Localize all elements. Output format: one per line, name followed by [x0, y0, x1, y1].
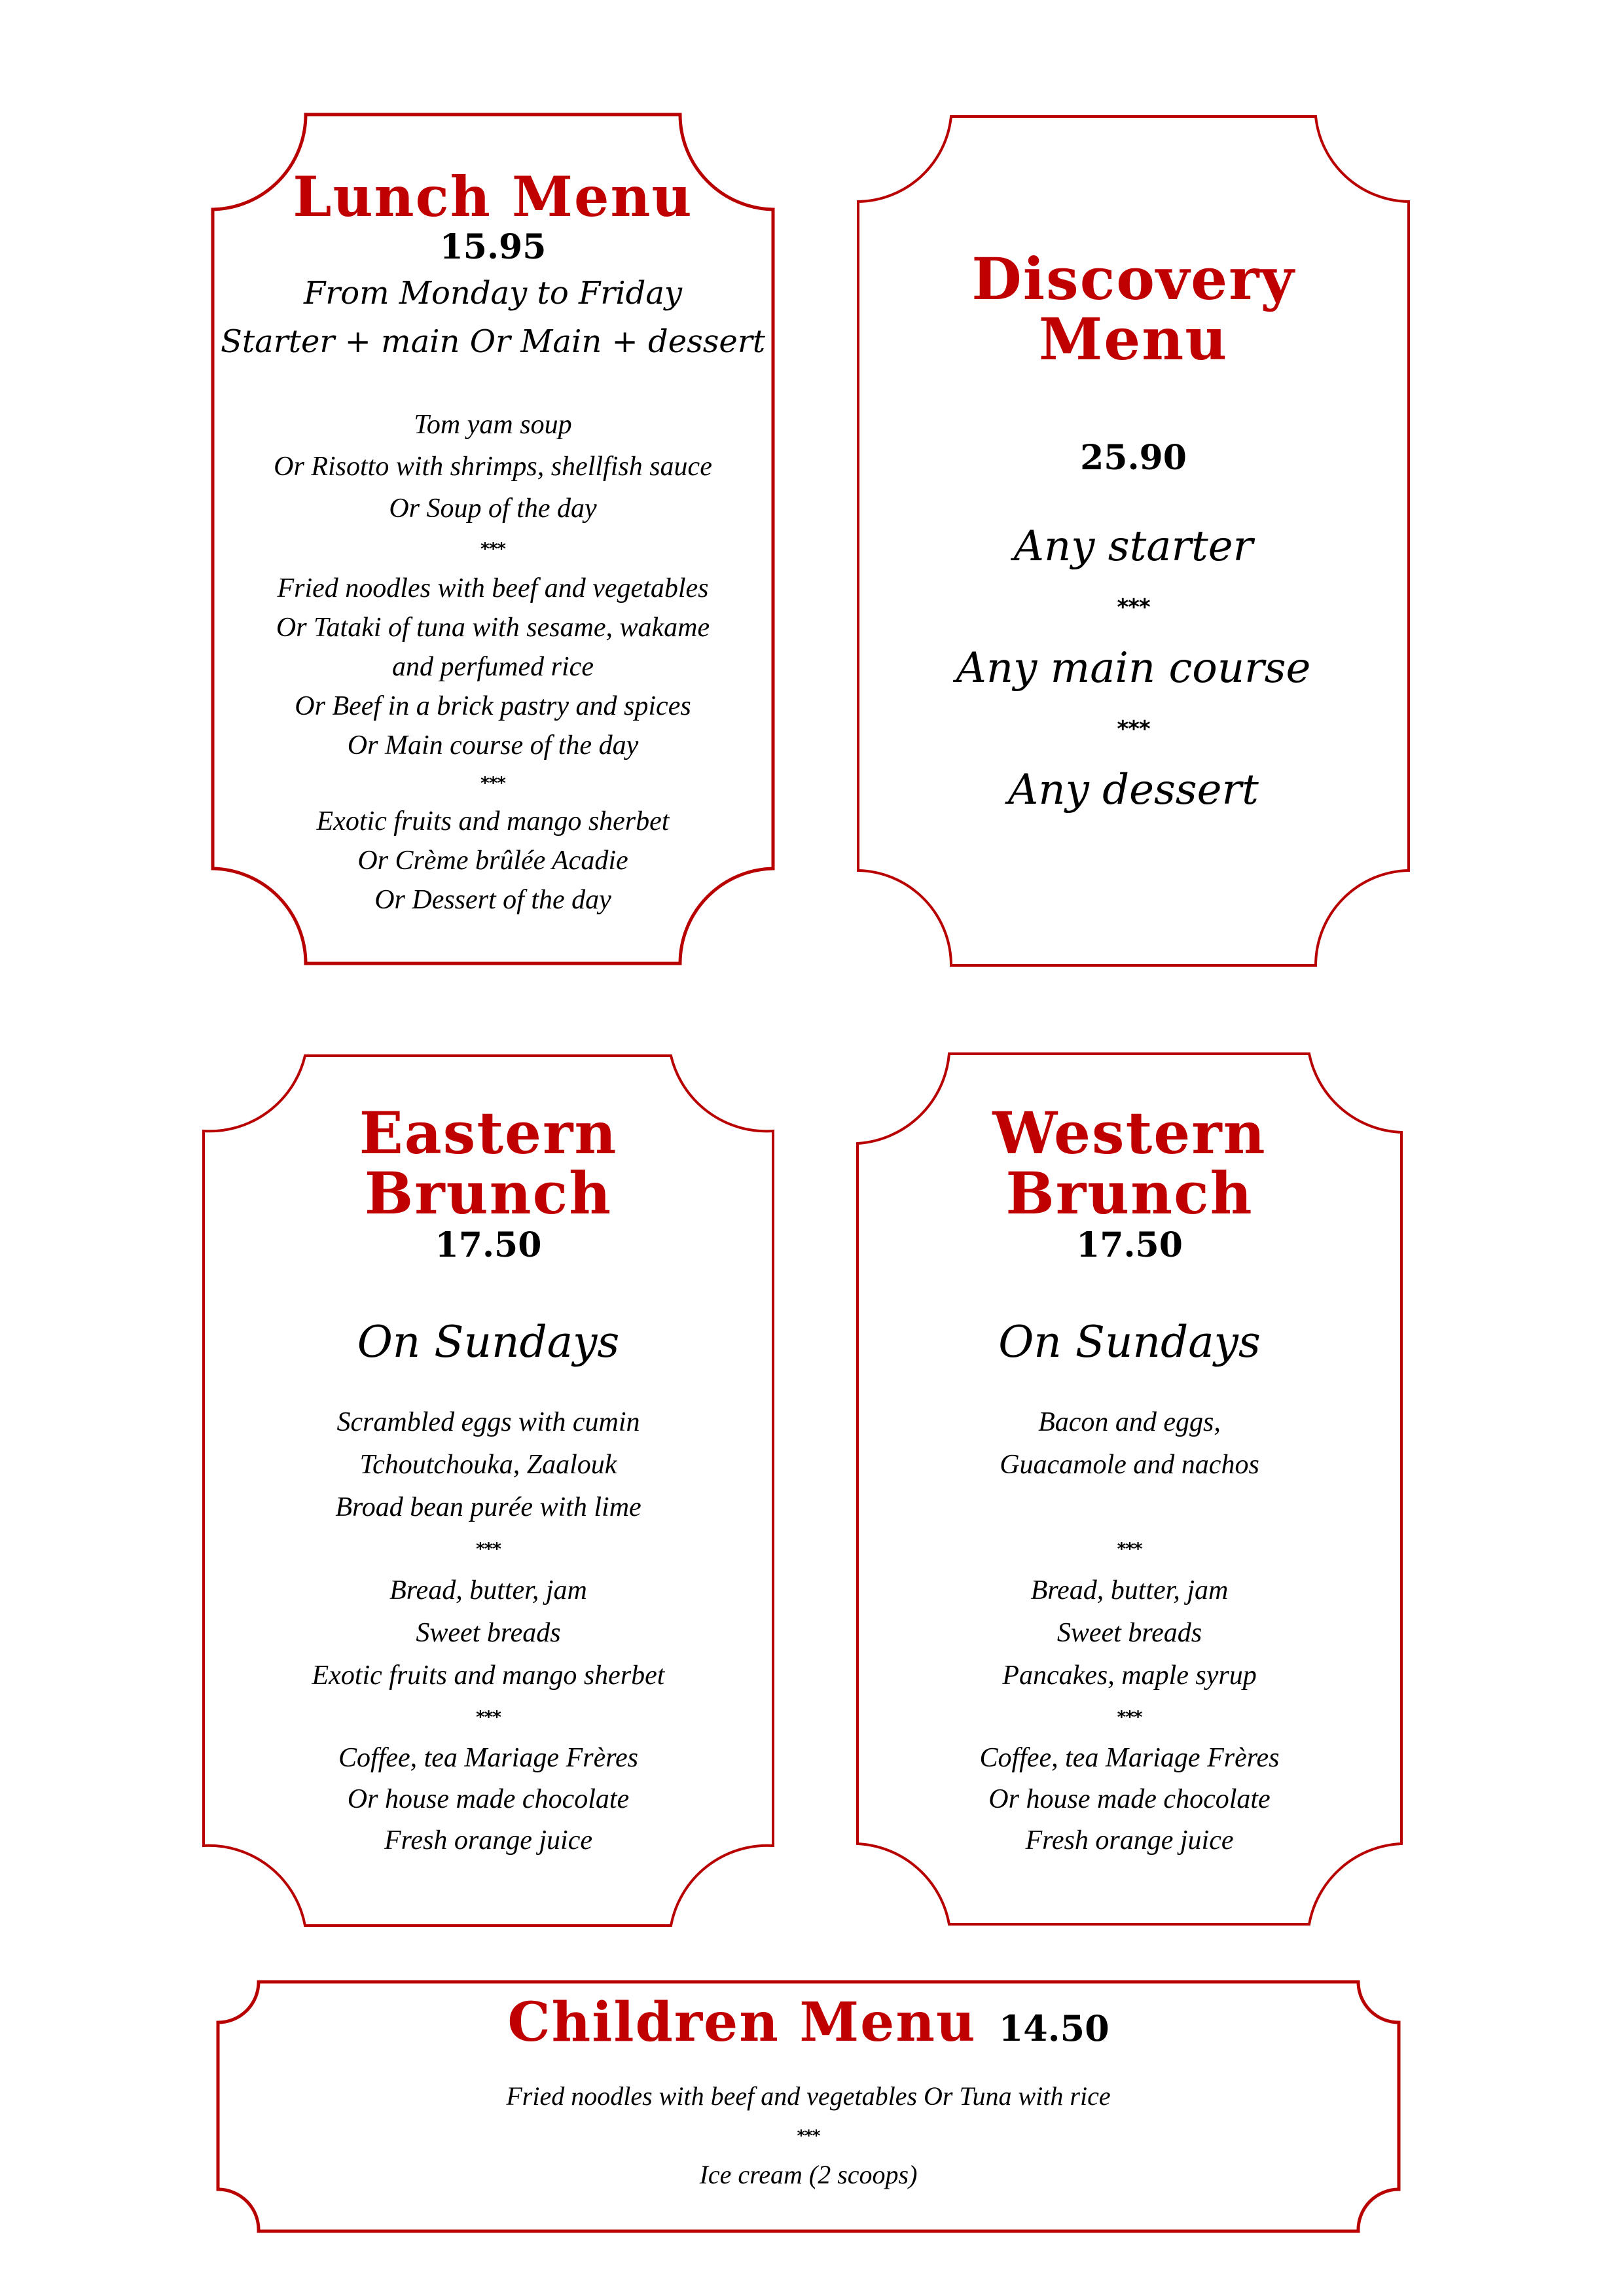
- lunch-dessert: Or Dessert of the day: [374, 885, 611, 916]
- western-day: On Sundays: [998, 1316, 1261, 1367]
- eastern-brunch-card: [202, 1054, 775, 1928]
- western-savory: Bacon and eggs,: [1038, 1407, 1221, 1437]
- eastern-savory: Scrambled eggs with cumin: [336, 1407, 640, 1437]
- separator: ***: [1117, 715, 1150, 742]
- lunch-price: 15.95: [439, 227, 547, 268]
- lunch-days: From Monday to Friday: [303, 275, 683, 312]
- lunch-main: Or Main course of the day: [347, 730, 639, 761]
- eastern-sweet: Sweet breads: [416, 1617, 561, 1648]
- western-drink: Or house made chocolate: [988, 1784, 1271, 1814]
- western-title-line2: Brunch: [1005, 1159, 1254, 1228]
- eastern-drink: Fresh orange juice: [384, 1825, 593, 1856]
- discovery-item: Any dessert: [1008, 765, 1259, 814]
- lunch-dessert: Exotic fruits and mango sherbet: [316, 806, 670, 837]
- lunch-main: Or Tataki of tuna with sesame, wakame: [276, 613, 710, 643]
- separator: ***: [1117, 1539, 1142, 1559]
- western-sweet: Bread, butter, jam: [1030, 1575, 1229, 1605]
- eastern-sweet: Bread, butter, jam: [389, 1575, 587, 1605]
- discovery-item: Any main course: [956, 643, 1311, 692]
- children-dessert: Ice cream (2 scoops): [699, 2160, 918, 2190]
- western-drink: Coffee, tea Mariage Frères: [979, 1742, 1280, 1773]
- lunch-main: Or Beef in a brick pastry and spices: [295, 691, 691, 722]
- children-main: Fried noodles with beef and vegetables Or Tuna with rice: [506, 2081, 1111, 2111]
- lunch-formula: Starter + main Or Main + dessert: [220, 323, 766, 361]
- separator: ***: [1117, 594, 1150, 620]
- eastern-drink: Coffee, tea Mariage Frères: [338, 1742, 638, 1773]
- discovery-title-line2: Menu: [1038, 305, 1229, 374]
- children-title: Children Menu: [507, 1991, 977, 2054]
- eastern-drink: Or house made chocolate: [347, 1784, 630, 1814]
- separator: ***: [1117, 1707, 1142, 1727]
- western-brunch-card: [856, 1052, 1403, 1926]
- western-title-line1: Western: [992, 1099, 1267, 1167]
- children-price: 14.50: [998, 2007, 1110, 2049]
- western-savory: Guacamole and nachos: [1000, 1449, 1259, 1480]
- eastern-price: 17.50: [435, 1225, 542, 1265]
- lunch-menu-card: [211, 113, 775, 965]
- discovery-price: 25.90: [1080, 437, 1187, 478]
- western-sweet: Sweet breads: [1056, 1617, 1202, 1648]
- eastern-title-line1: Eastern: [359, 1099, 618, 1167]
- western-price: 17.50: [1076, 1225, 1183, 1265]
- western-drink: Fresh orange juice: [1025, 1825, 1234, 1856]
- children-menu-card: [216, 1980, 1401, 2233]
- separator: ***: [797, 2126, 820, 2145]
- lunch-main: and perfumed rice: [392, 652, 594, 683]
- lunch-main: Fried noodles with beef and vegetables: [277, 573, 709, 604]
- discovery-title-line1: Discovery: [971, 245, 1295, 313]
- separator: ***: [480, 539, 505, 560]
- lunch-starter: Tom yam soup: [414, 410, 572, 440]
- discovery-item: Any starter: [1013, 522, 1254, 571]
- lunch-starter: Or Soup of the day: [389, 493, 597, 524]
- separator: ***: [476, 1539, 501, 1559]
- lunch-title: Lunch Menu: [293, 164, 693, 229]
- eastern-day: On Sundays: [357, 1316, 620, 1367]
- separator: ***: [476, 1707, 501, 1727]
- lunch-starter: Or Risotto with shrimps, shellfish sauce: [274, 452, 712, 482]
- separator: ***: [480, 774, 505, 794]
- eastern-savory: Broad bean purée with lime: [335, 1492, 641, 1522]
- discovery-menu-card: [856, 115, 1411, 967]
- lunch-dessert: Or Crème brûlée Acadie: [357, 846, 628, 876]
- western-sweet: Pancakes, maple syrup: [1002, 1660, 1257, 1691]
- eastern-savory: Tchoutchouka, Zaalouk: [359, 1449, 617, 1480]
- eastern-sweet: Exotic fruits and mango sherbet: [312, 1660, 665, 1691]
- eastern-title-line2: Brunch: [364, 1159, 613, 1228]
